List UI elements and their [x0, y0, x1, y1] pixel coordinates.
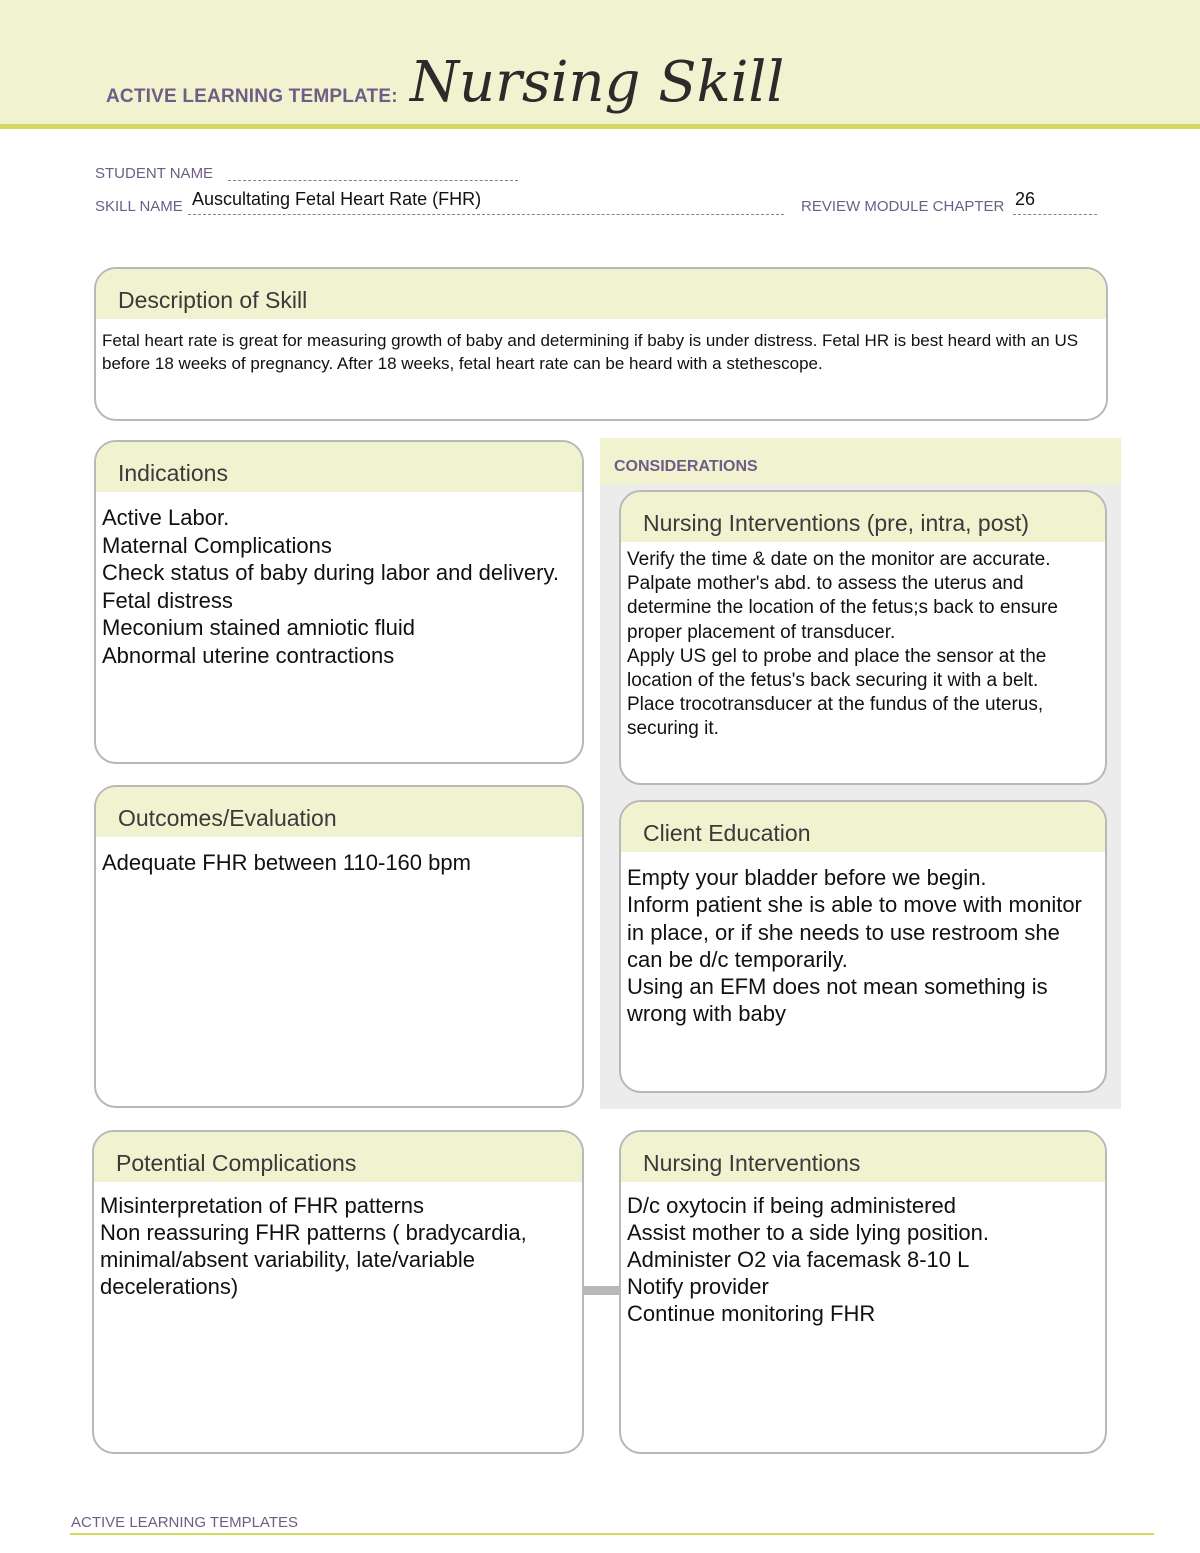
client-education-body[interactable]: Empty your bladder before we begin. Inform patient she is able to move with monitor in place, or if she needs to use restroom she can be d/c temporarily. Using an EFM does not mean something is wrong with baby [627, 865, 1082, 1027]
nursing-pre-body[interactable]: Verify the time & date on the monitor are accurate. Palpate mother's abd. to assess the uterus and determine the location of the fetus;s back to ensure proper placement of transducer. Apply US gel to probe and place the sensor at the location of the fetus's back securing it with a belt. Place trocotransducer at the fundus of the uterus, securing it. [627, 549, 1058, 740]
complications-title: Potential Complications [94, 1132, 582, 1182]
considerations-label: CONSIDERATIONS [600, 438, 1121, 485]
skill-name-value: Auscultating Fetal Heart Rate (FHR) [192, 189, 482, 209]
description-body[interactable]: Fetal heart rate is great for measuring growth of baby and determining if baby is under distress. Fetal HR is best heard with an US before 18 weeks of pregnancy. After 18 weeks, fetal heart rate can be heard with a stethescope. [102, 331, 1079, 373]
description-title: Description of Skill [96, 269, 1106, 319]
footer-text: ACTIVE LEARNING TEMPLATES [71, 1514, 298, 1531]
indications-box [94, 440, 584, 764]
nursing-interventions-body[interactable]: D/c oxytocin if being administered Assist mother to a side lying position. Administer O2 via facemask 8-10 L Notify provider Continue monitoring FHR [627, 1193, 989, 1326]
indications-title: Indications [96, 442, 582, 492]
nursing-pre-title: Nursing Interventions (pre, intra, post) [621, 492, 1105, 542]
indications-body[interactable]: Active Labor. Maternal Complications Check status of baby during labor and delivery. Fetal distress Meconium stained amniotic fluid Abnormal uterine contractions [102, 505, 559, 668]
outcomes-body[interactable]: Adequate FHR between 110-160 bpm [102, 850, 471, 875]
description-box [94, 267, 1108, 421]
chapter-label: REVIEW MODULE CHAPTER [801, 198, 1005, 215]
student-name-field[interactable] [228, 164, 518, 181]
skill-name-label: SKILL NAME [95, 198, 183, 215]
nursing-interventions-title: Nursing Interventions [621, 1132, 1105, 1182]
client-education-box [619, 800, 1107, 1093]
nursing-interventions-box [619, 1130, 1107, 1454]
nursing-pre-box [619, 490, 1107, 785]
page-title: Nursing Skill [410, 50, 785, 115]
outcomes-title: Outcomes/Evaluation [96, 787, 582, 837]
footer-divider [70, 1533, 1154, 1535]
connector-bar [583, 1286, 620, 1295]
complications-body[interactable]: Misinterpretation of FHR patterns Non reassuring FHR patterns ( bradycardia, minimal/absent variability, late/variable decelerations) [100, 1193, 527, 1299]
header-banner [0, 0, 1200, 129]
template-prefix: ACTIVE LEARNING TEMPLATE: [106, 86, 398, 107]
chapter-value: 26 [1015, 189, 1036, 209]
outcomes-box [94, 785, 584, 1108]
student-name-label: STUDENT NAME [95, 165, 214, 182]
complications-box [92, 1130, 584, 1454]
client-education-title: Client Education [621, 802, 1105, 852]
